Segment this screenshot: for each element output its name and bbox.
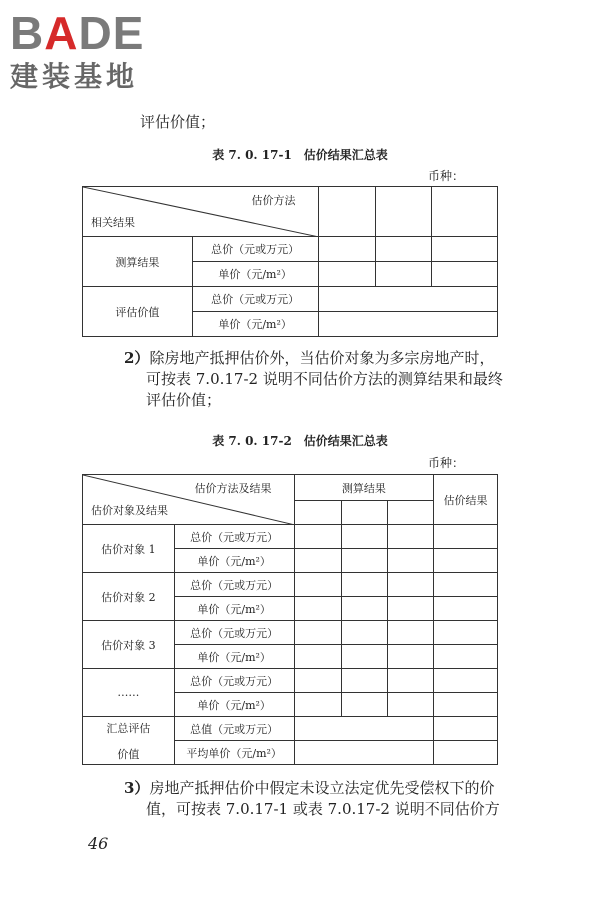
page-number: 46	[88, 834, 109, 853]
table2-caption: 表 7. 0. 17-2 估价结果汇总表	[212, 434, 388, 448]
table2-currency: 币种：	[428, 456, 465, 470]
table1-method-col	[376, 187, 432, 237]
table1-diagonal-header: 估价方法 相关结果	[83, 187, 319, 237]
table1-group-label: 评估价值	[83, 287, 193, 337]
table2-row-label: 单价（元/m²）	[174, 597, 294, 621]
table1-method-col	[318, 187, 376, 237]
table1-row-label: 单价（元/m²）	[192, 262, 318, 287]
table1-currency: 币种：	[428, 169, 465, 183]
table2-row-label: 单价（元/m²）	[174, 645, 294, 669]
table2-group-label: 估价对象 2	[83, 573, 175, 621]
logo-chinese: 建装基地	[10, 60, 139, 93]
table2-row-label: 平均单价（元/m²）	[174, 741, 294, 765]
table2-row-label: 总价（元或万元）	[174, 525, 294, 549]
table2-group-label: 估价对象 3	[83, 621, 175, 669]
logo	[10, 8, 144, 94]
table1-row-label: 总价（元或万元）	[192, 237, 318, 262]
table1-method-col	[432, 187, 498, 237]
table2-row-label: 总价（元或万元）	[174, 573, 294, 597]
paragraph-3: 3）房地产抵押估价中假定未设立法定优先受偿权下的价 值，可按表 7.0.17-1 或表 7.0.17-2 说明不同估价方	[124, 779, 500, 818]
table1	[82, 186, 498, 337]
table1-row-label: 单价（元/m²）	[192, 312, 318, 337]
table2-row-label: 单价（元/m²）	[174, 549, 294, 573]
table1-caption: 表 7. 0. 17-1 估价结果汇总表	[212, 148, 388, 162]
table2-row-label: 单价（元/m²）	[174, 693, 294, 717]
table2-group-label: 估价对象 1	[83, 525, 175, 573]
table1-row-label: 总价（元或万元）	[192, 287, 318, 312]
table2	[82, 474, 498, 765]
table2-row-label: 总价（元或万元）	[174, 669, 294, 693]
table2-group-label: ……	[83, 669, 175, 717]
table2-group-label: 汇总评估 价值	[83, 717, 175, 765]
table2-row-label: 总价（元或万元）	[174, 621, 294, 645]
paragraph-2: 2）除房地产抵押估价外，当估价对象为多宗房地产时， 可按表 7.0.17-2 说明不同估价方法的测算结果和最终 评估价值；	[124, 349, 503, 409]
table2-row-label: 总值（元或万元）	[174, 717, 294, 741]
table2-value-header: 估价结果	[434, 475, 498, 525]
logo-latin: BADE	[10, 7, 145, 59]
table1-group-label: 测算结果	[83, 237, 193, 287]
table2-measure-header: 测算结果	[294, 475, 434, 501]
intro-text: 评估价值；	[140, 113, 216, 131]
table2-diagonal-header: 估价方法及结果 估价对象及结果	[83, 475, 295, 525]
